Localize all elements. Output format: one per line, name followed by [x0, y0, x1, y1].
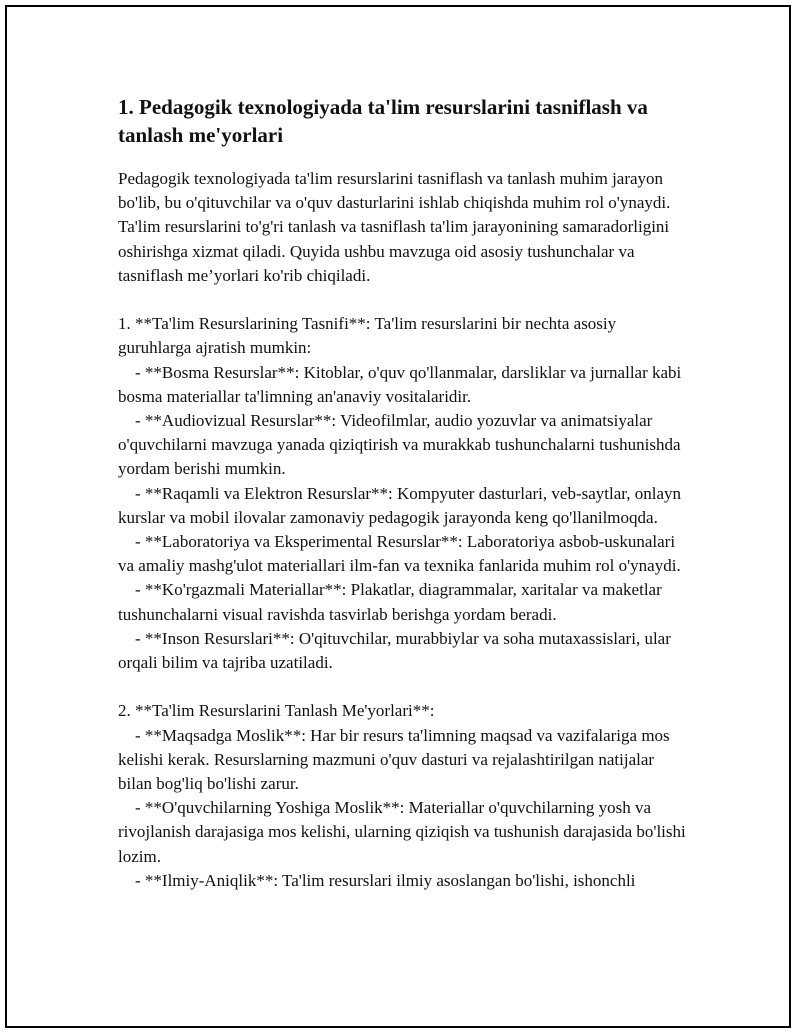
list-item: - **Inson Resurslari**: O'qituvchilar, murabbiylar va soha mutaxassislari, ular orqali bilim va tajriba uzatiladi.: [118, 628, 671, 673]
list-item: - **Audiovizual Resurslar**: Videofilmlar, audio yozuvlar va animatsiyalar o'quvchilarni mavzuga yanada qiziqtirish va murakkab tushunchalarni tushunishda yordam berishi mumkin.: [118, 411, 681, 479]
list-item: - **Laboratoriya va Eksperimental Resurslar**: Laboratoriya asbob-uskunalari va amaliy mashg'ulot materiallari ilm-fan va texnika fanlarida muhim rol o'ynaydi.: [118, 532, 681, 576]
section2-list: [118, 724, 688, 893]
list-item: - **Bosma Resurslar**: Kitoblar, o'quv qo'llanmalar, darsliklar va jurnallar kabi bosma materiallar ta'limning an'anaviy vositalaridir.: [118, 362, 682, 406]
section1-list: [118, 361, 688, 676]
section1-heading: 1. **Ta'lim Resurslarining Tasnifi**: Ta'lim resurslarini bir nechta asosiy guruhlarga ajratish mumkin:: [118, 314, 617, 358]
list-item: - **Ko'rgazmali Materiallar**: Plakatlar, diagrammalar, xaritalar va maketlar tushunchalarni visual ravishda tasvirlab berishga yordam beradi.: [118, 580, 662, 624]
list-item: - **Raqamli va Elektron Resurslar**: Kompyuter dasturlari, veb-saytlar, onlayn kurslar va mobil ilovalar zamonaviy pedagogik jarayonda keng qo'llanilmoqda.: [118, 483, 682, 527]
document-title: 1. Pedagogik texnologiyada ta'lim resurslarini tasniflash va tanlash me'yorlari: [118, 95, 648, 147]
paragraph-spacer: [118, 288, 688, 312]
paragraph-spacer: [118, 675, 688, 699]
list-item: - **Ilmiy-Aniqlik**: Ta'lim resurslari ilmiy asoslangan bo'lishi, ishonchli: [135, 870, 636, 890]
intro-paragraph: Pedagogik texnologiyada ta'lim resurslarini tasniflash va tanlash muhim jarayon bo'lib, bu o'qituvchilar va o'quv dasturlarini ishlab chiqishda muhim rol o'ynaydi. Ta'lim resurslarini to'g'ri tanlash va tasniflash ta'lim jarayonining samaradorligini oshirishga xizmat qiladi. Quyida ushbu mavzuga oid asosiy tushunchalar va tasniflash me’yorlari ko'rib chiqiladi.: [118, 169, 671, 285]
section2-heading: 2. **Ta'lim Resurslarini Tanlash Me'yorlari**:: [118, 701, 435, 721]
list-item: - **O'quvchilarning Yoshiga Moslik**: Materiallar o'quvchilarning yosh va rivojlanish darajasiga mos kelishi, ularning qiziqish va tushunish darajasida bo'lishi lozim.: [118, 798, 686, 866]
document-body: [118, 93, 688, 893]
list-item: - **Maqsadga Moslik**: Har bir resurs ta'limning maqsad va vazifalariga mos kelishi kerak. Resurslarning mazmuni o'quv dasturi va rejalashtirilgan natijalar bilan bog'liq bo'lishi zarur.: [118, 725, 670, 794]
